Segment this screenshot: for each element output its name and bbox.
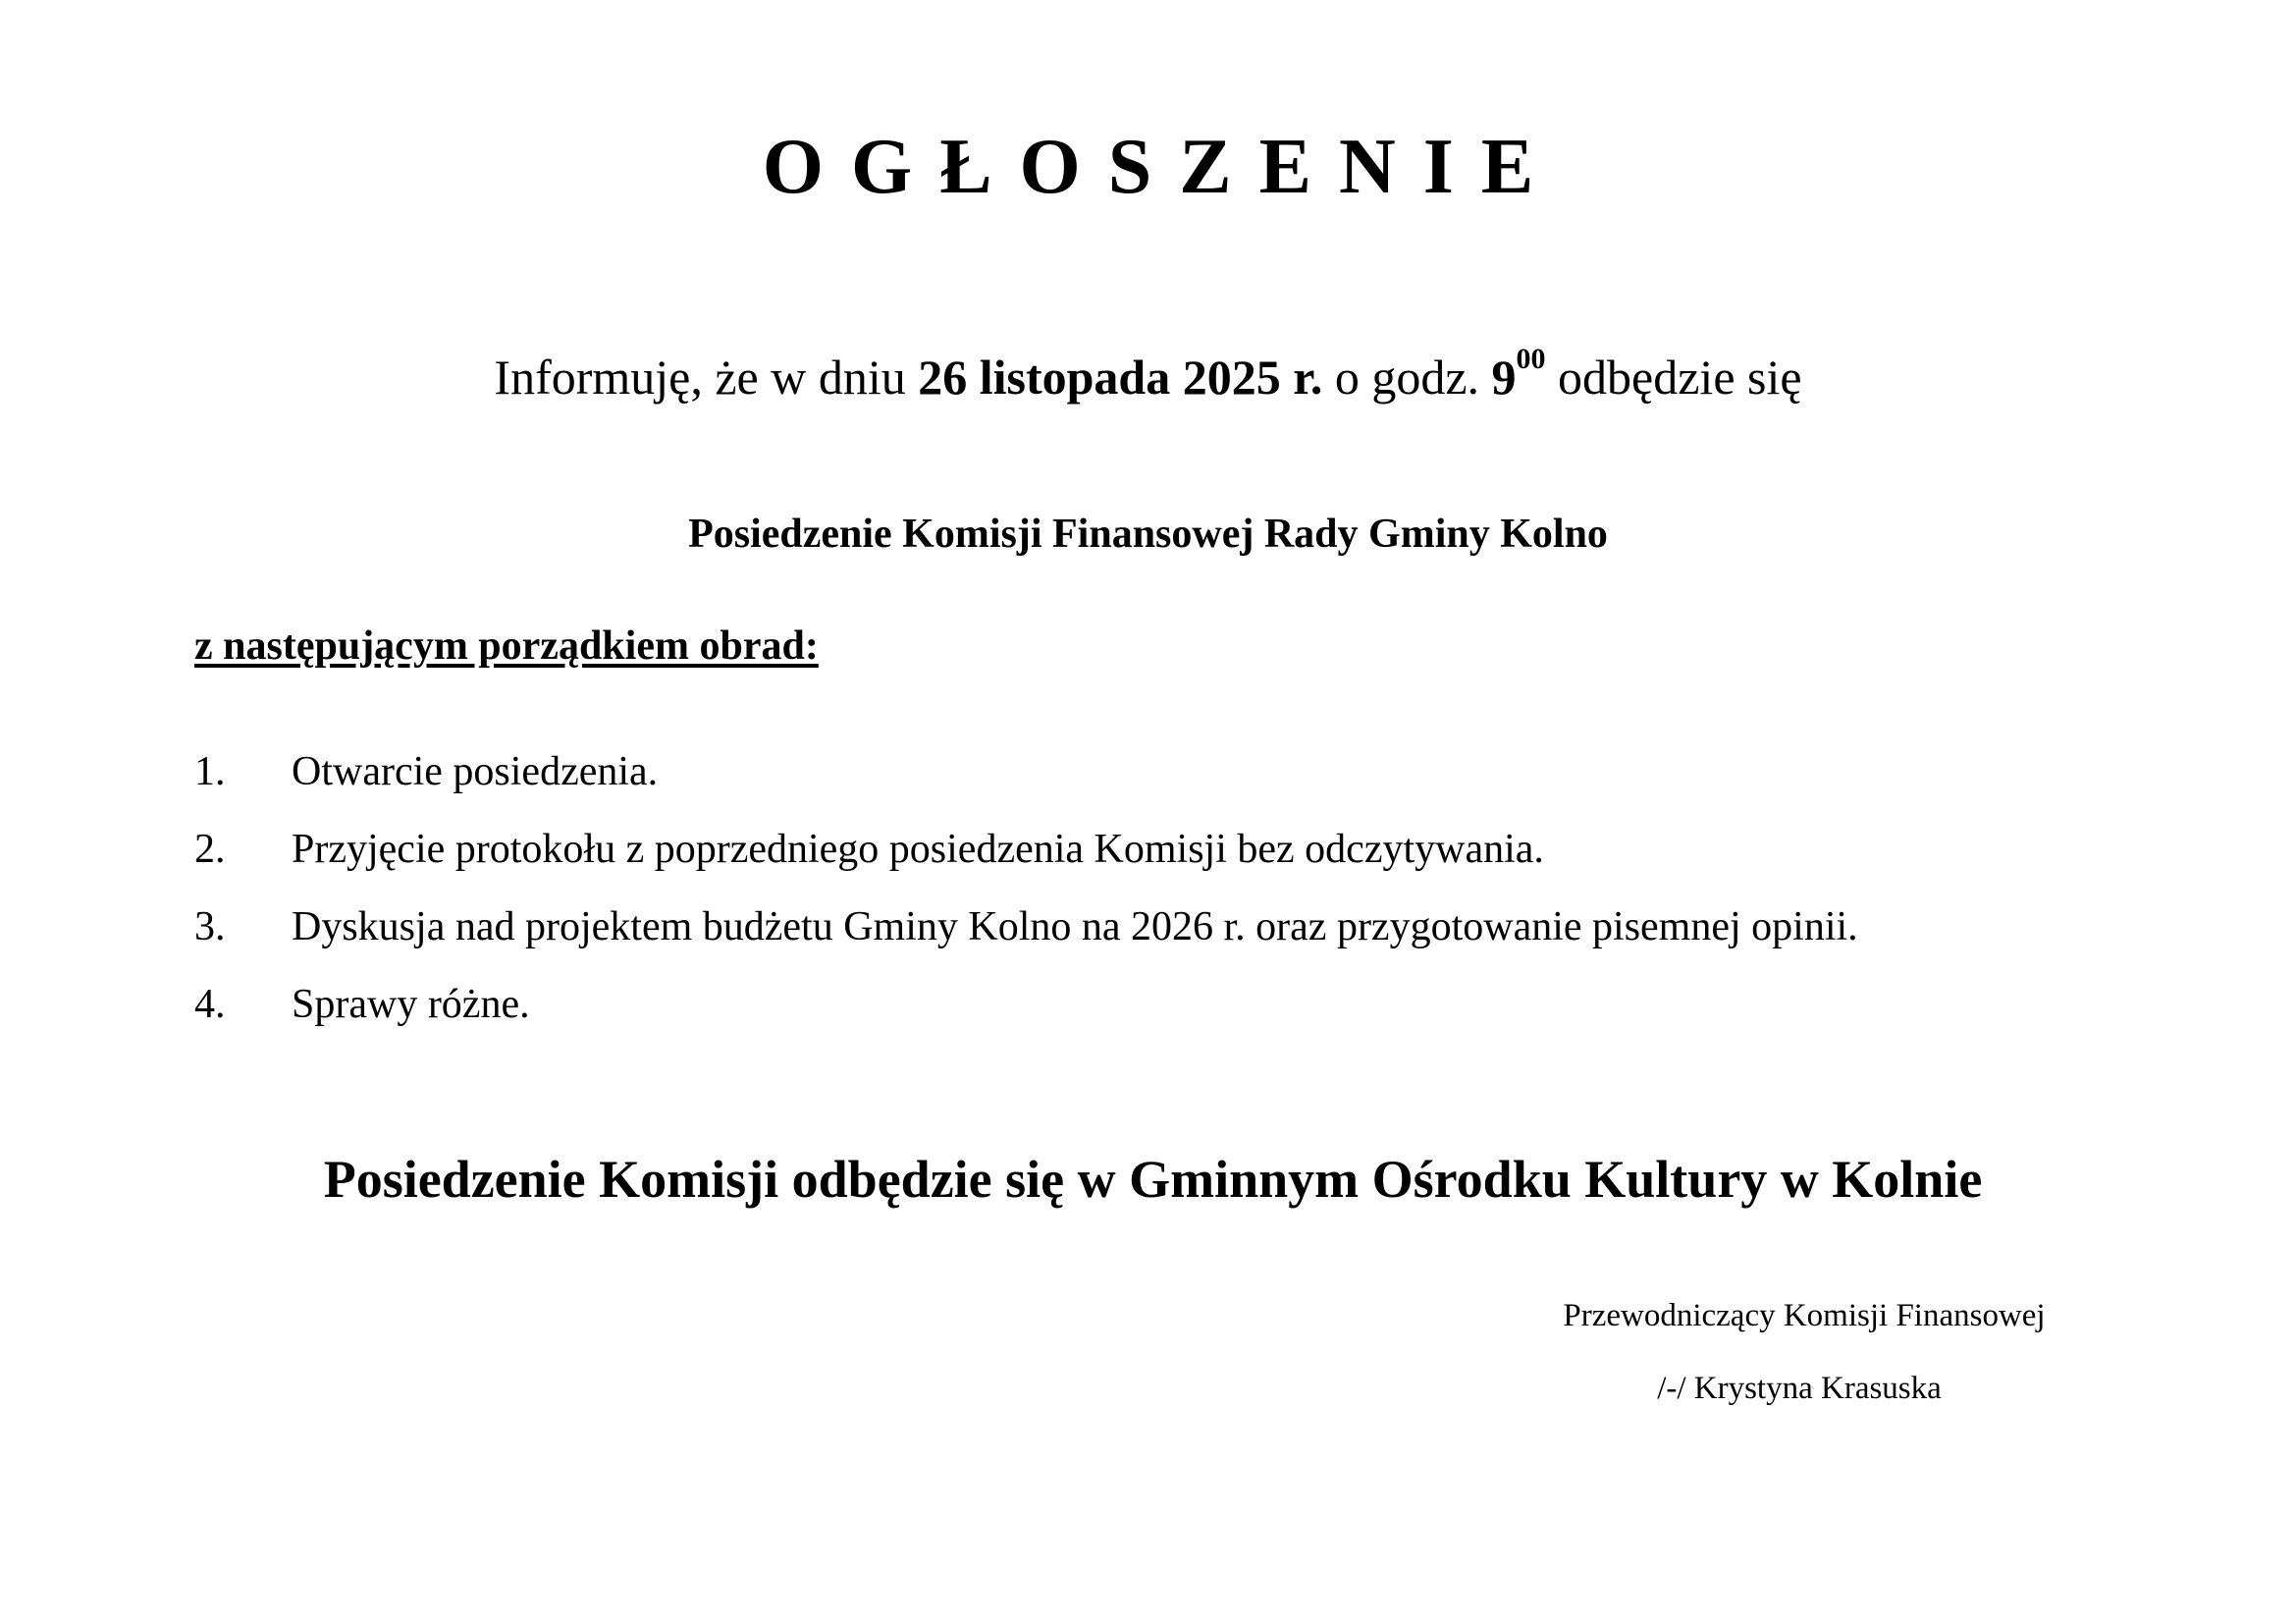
- agenda-item-number: 1.: [194, 749, 226, 794]
- agenda-item-text: Dyskusja nad projektem budżetu Gminy Kolno na 2026 r. oraz przygotowanie pisemnej opinii.: [292, 904, 1858, 949]
- meeting-minutes: 00: [1516, 343, 1546, 375]
- document-title: OGŁOSZENIE: [762, 124, 1562, 210]
- intro-prefix: Informuję, że w dniu: [494, 350, 919, 405]
- signature-name: /-/ Krystyna Krasuska: [1657, 1371, 1942, 1406]
- signature-role: Przewodniczący Komisji Finansowej: [1563, 1298, 2046, 1333]
- meeting-date: 26 listopada 2025 r.: [918, 350, 1323, 405]
- meeting-hour: 9: [1491, 350, 1517, 405]
- agenda-list: [194, 749, 2059, 1059]
- agenda-item: [194, 827, 2059, 904]
- agenda-item-number: 4.: [194, 982, 226, 1027]
- agenda-item: [194, 904, 2059, 982]
- agenda-heading: z następującym porządkiem obrad:: [194, 623, 819, 669]
- intro-middle: o godz.: [1322, 350, 1492, 405]
- agenda-item-text: Przyjęcie protokołu z poprzedniego posiedzenia Komisji bez odczytywania.: [292, 827, 1544, 872]
- agenda-item-number: 3.: [194, 904, 226, 949]
- agenda-item-text: Sprawy różne.: [292, 982, 530, 1027]
- intro-suffix: odbędzie się: [1545, 350, 1802, 405]
- agenda-item-text: Otwarcie posiedzenia.: [292, 749, 659, 794]
- agenda-item: [194, 982, 2059, 1059]
- meeting-subtitle: Posiedzenie Komisji Finansowej Rady Gminy Kolno: [688, 512, 1608, 557]
- meeting-location: Posiedzenie Komisji odbędzie się w Gminnym Ośrodku Kultury w Kolnie: [323, 1150, 1983, 1209]
- agenda-item: [194, 749, 2059, 827]
- agenda-item-number: 2.: [194, 827, 226, 872]
- intro-sentence: [0, 343, 2296, 405]
